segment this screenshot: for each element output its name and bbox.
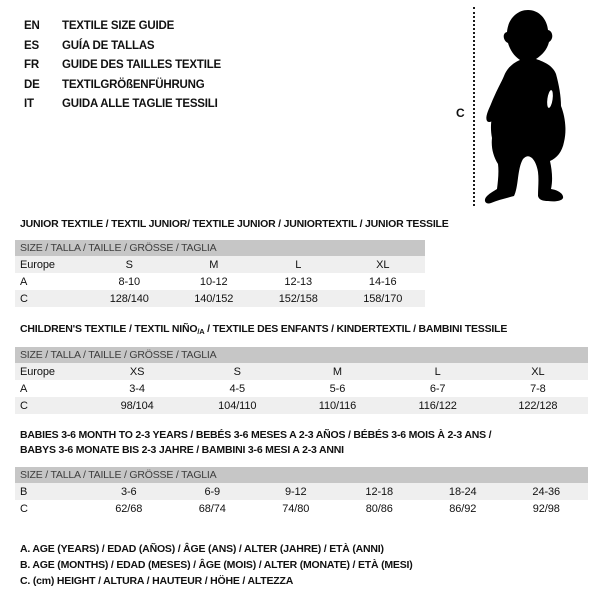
size-value-cell: S	[233, 365, 241, 378]
table-row	[15, 397, 588, 414]
size-table-junior	[15, 256, 425, 307]
size-value-cell: XS	[129, 365, 145, 378]
row-label-cell: Europe	[20, 258, 55, 271]
section-babies-textile	[15, 428, 600, 517]
row-label-cell: A	[20, 382, 28, 395]
size-value-cell: 14-16	[368, 275, 397, 288]
size-value-cell: 12-13	[284, 275, 313, 288]
row-label-cell: C	[20, 502, 28, 515]
size-value-cell: XL	[531, 365, 545, 378]
table-row	[15, 290, 425, 307]
table-row	[15, 273, 425, 290]
table-row	[15, 380, 588, 397]
size-value-cell: 24-36	[532, 485, 561, 498]
section-children-textile	[15, 323, 600, 414]
size-value-cell: 10-12	[199, 275, 228, 288]
language-code: EN	[24, 20, 40, 32]
size-header-bar: SIZE / TALLA / TAILLE / GRÖSSE / TAGLIA	[15, 347, 588, 363]
footnote-b: B. AGE (MONTHS) / EDAD (MESES) / ÂGE (MOIS) / ALTER (MONATE) / ETÀ (MESI)	[20, 559, 413, 571]
size-value-cell: 98/104	[120, 399, 154, 412]
size-value-cell: 86/92	[449, 502, 477, 515]
size-value-cell: 5-6	[329, 382, 346, 395]
size-value-cell: 6-7	[429, 382, 446, 395]
header	[0, 0, 600, 212]
size-header-bar: SIZE / TALLA / TAILLE / GRÖSSE / TAGLIA	[15, 240, 425, 256]
size-value-cell: 62/68	[115, 502, 143, 515]
table-row	[15, 483, 588, 500]
section-title: JUNIOR TEXTILE / TEXTIL JUNIOR/ TEXTILE JUNIOR / JUNIORTEXTIL / JUNIOR TESSILE	[20, 218, 449, 230]
size-value-cell: 3-6	[120, 485, 137, 498]
size-value-cell: 122/128	[518, 399, 558, 412]
size-value-cell: L	[295, 258, 302, 271]
language-code: ES	[24, 39, 39, 52]
section-title-subscript: /A	[197, 327, 205, 336]
size-value-cell: 8-10	[118, 275, 141, 288]
size-value-cell: 92/98	[532, 502, 560, 515]
language-label: GUIDE DES TAILLES TEXTILE	[62, 59, 221, 71]
table-row	[15, 363, 588, 380]
language-label: TEXTILE SIZE GUIDE	[62, 20, 175, 32]
size-header-bar: SIZE / TALLA / TAILLE / GRÖSSE / TAGLIA	[15, 467, 588, 483]
size-value-cell: M	[209, 258, 219, 271]
size-value-cell: L	[434, 365, 441, 378]
size-value-cell: 80/86	[365, 502, 393, 515]
footnote-c: C. (cm) HEIGHT / ALTURA / HAUTEUR / HÖHE / ALTEZZA	[20, 575, 294, 587]
row-label-cell: Europe	[20, 365, 55, 378]
language-label: TEXTILGRÖßENFÜHRUNG	[62, 78, 205, 91]
section-title	[20, 428, 600, 458]
section-title-line2: BABYS 3-6 MONATE BIS 2-3 JAHRE / BAMBINI 3-6 MESI A 2-3 ANNI	[20, 444, 344, 456]
size-value-cell: 68/74	[198, 502, 226, 515]
size-value-cell: 158/170	[363, 292, 403, 305]
section-title	[20, 323, 600, 338]
size-value-cell: 152/158	[278, 292, 318, 305]
footnotes	[20, 541, 600, 589]
language-label: GUÍA DE TALLAS	[62, 39, 155, 52]
language-code: IT	[24, 98, 34, 110]
size-value-cell: XL	[376, 258, 390, 271]
size-value-cell: S	[125, 258, 133, 271]
size-value-cell: 18-24	[448, 485, 477, 498]
size-value-cell: 12-18	[365, 485, 394, 498]
language-code: FR	[24, 59, 39, 71]
size-value-cell: 3-4	[129, 382, 145, 395]
size-table-babies	[15, 483, 588, 517]
row-label-cell: C	[20, 292, 28, 305]
size-value-cell: 6-9	[204, 485, 221, 498]
language-label: GUIDA ALLE TAGLIE TESSILI	[62, 98, 218, 110]
section-title-part: CHILDREN'S TEXTILE / TEXTIL NIÑO	[20, 323, 198, 335]
row-label-cell: A	[20, 275, 28, 288]
size-value-cell: M	[332, 365, 342, 378]
table-row	[15, 256, 425, 273]
section-junior-textile	[15, 218, 600, 307]
size-value-cell: 140/152	[194, 292, 234, 305]
section-title-part: / TEXTILE DES ENFANTS / KINDERTEXTIL / BAMBINI TESSILE	[204, 323, 508, 335]
size-value-cell: 110/116	[318, 399, 357, 412]
size-value-cell: 4-5	[229, 382, 246, 395]
size-value-cell: 116/122	[418, 399, 457, 412]
height-dotted-line	[473, 7, 475, 206]
size-value-cell: 7-8	[530, 382, 546, 395]
size-value-cell: 104/110	[218, 399, 257, 412]
size-value-cell: 128/140	[109, 292, 149, 305]
baby-silhouette-icon	[480, 0, 600, 210]
size-value-cell: 74/80	[282, 502, 310, 515]
row-label-cell: C	[20, 399, 28, 412]
language-code: DE	[24, 78, 40, 91]
size-value-cell: 9-12	[284, 485, 307, 498]
baby-figure-block	[0, 0, 600, 212]
height-measure-label: C	[456, 106, 465, 120]
size-table-children	[15, 363, 588, 414]
footnote-a: A. AGE (YEARS) / EDAD (AÑOS) / ÂGE (ANS) / ALTER (JAHRE) / ETÀ (ANNI)	[20, 543, 384, 555]
row-label-cell: B	[20, 485, 28, 498]
table-row	[15, 500, 588, 517]
section-title-line1: BABIES 3-6 MONTH TO 2-3 YEARS / BEBÉS 3-6 MESES A 2-3 AÑOS / BÉBÉS 3-6 MOIS À 2-3 ANS /	[20, 429, 492, 441]
